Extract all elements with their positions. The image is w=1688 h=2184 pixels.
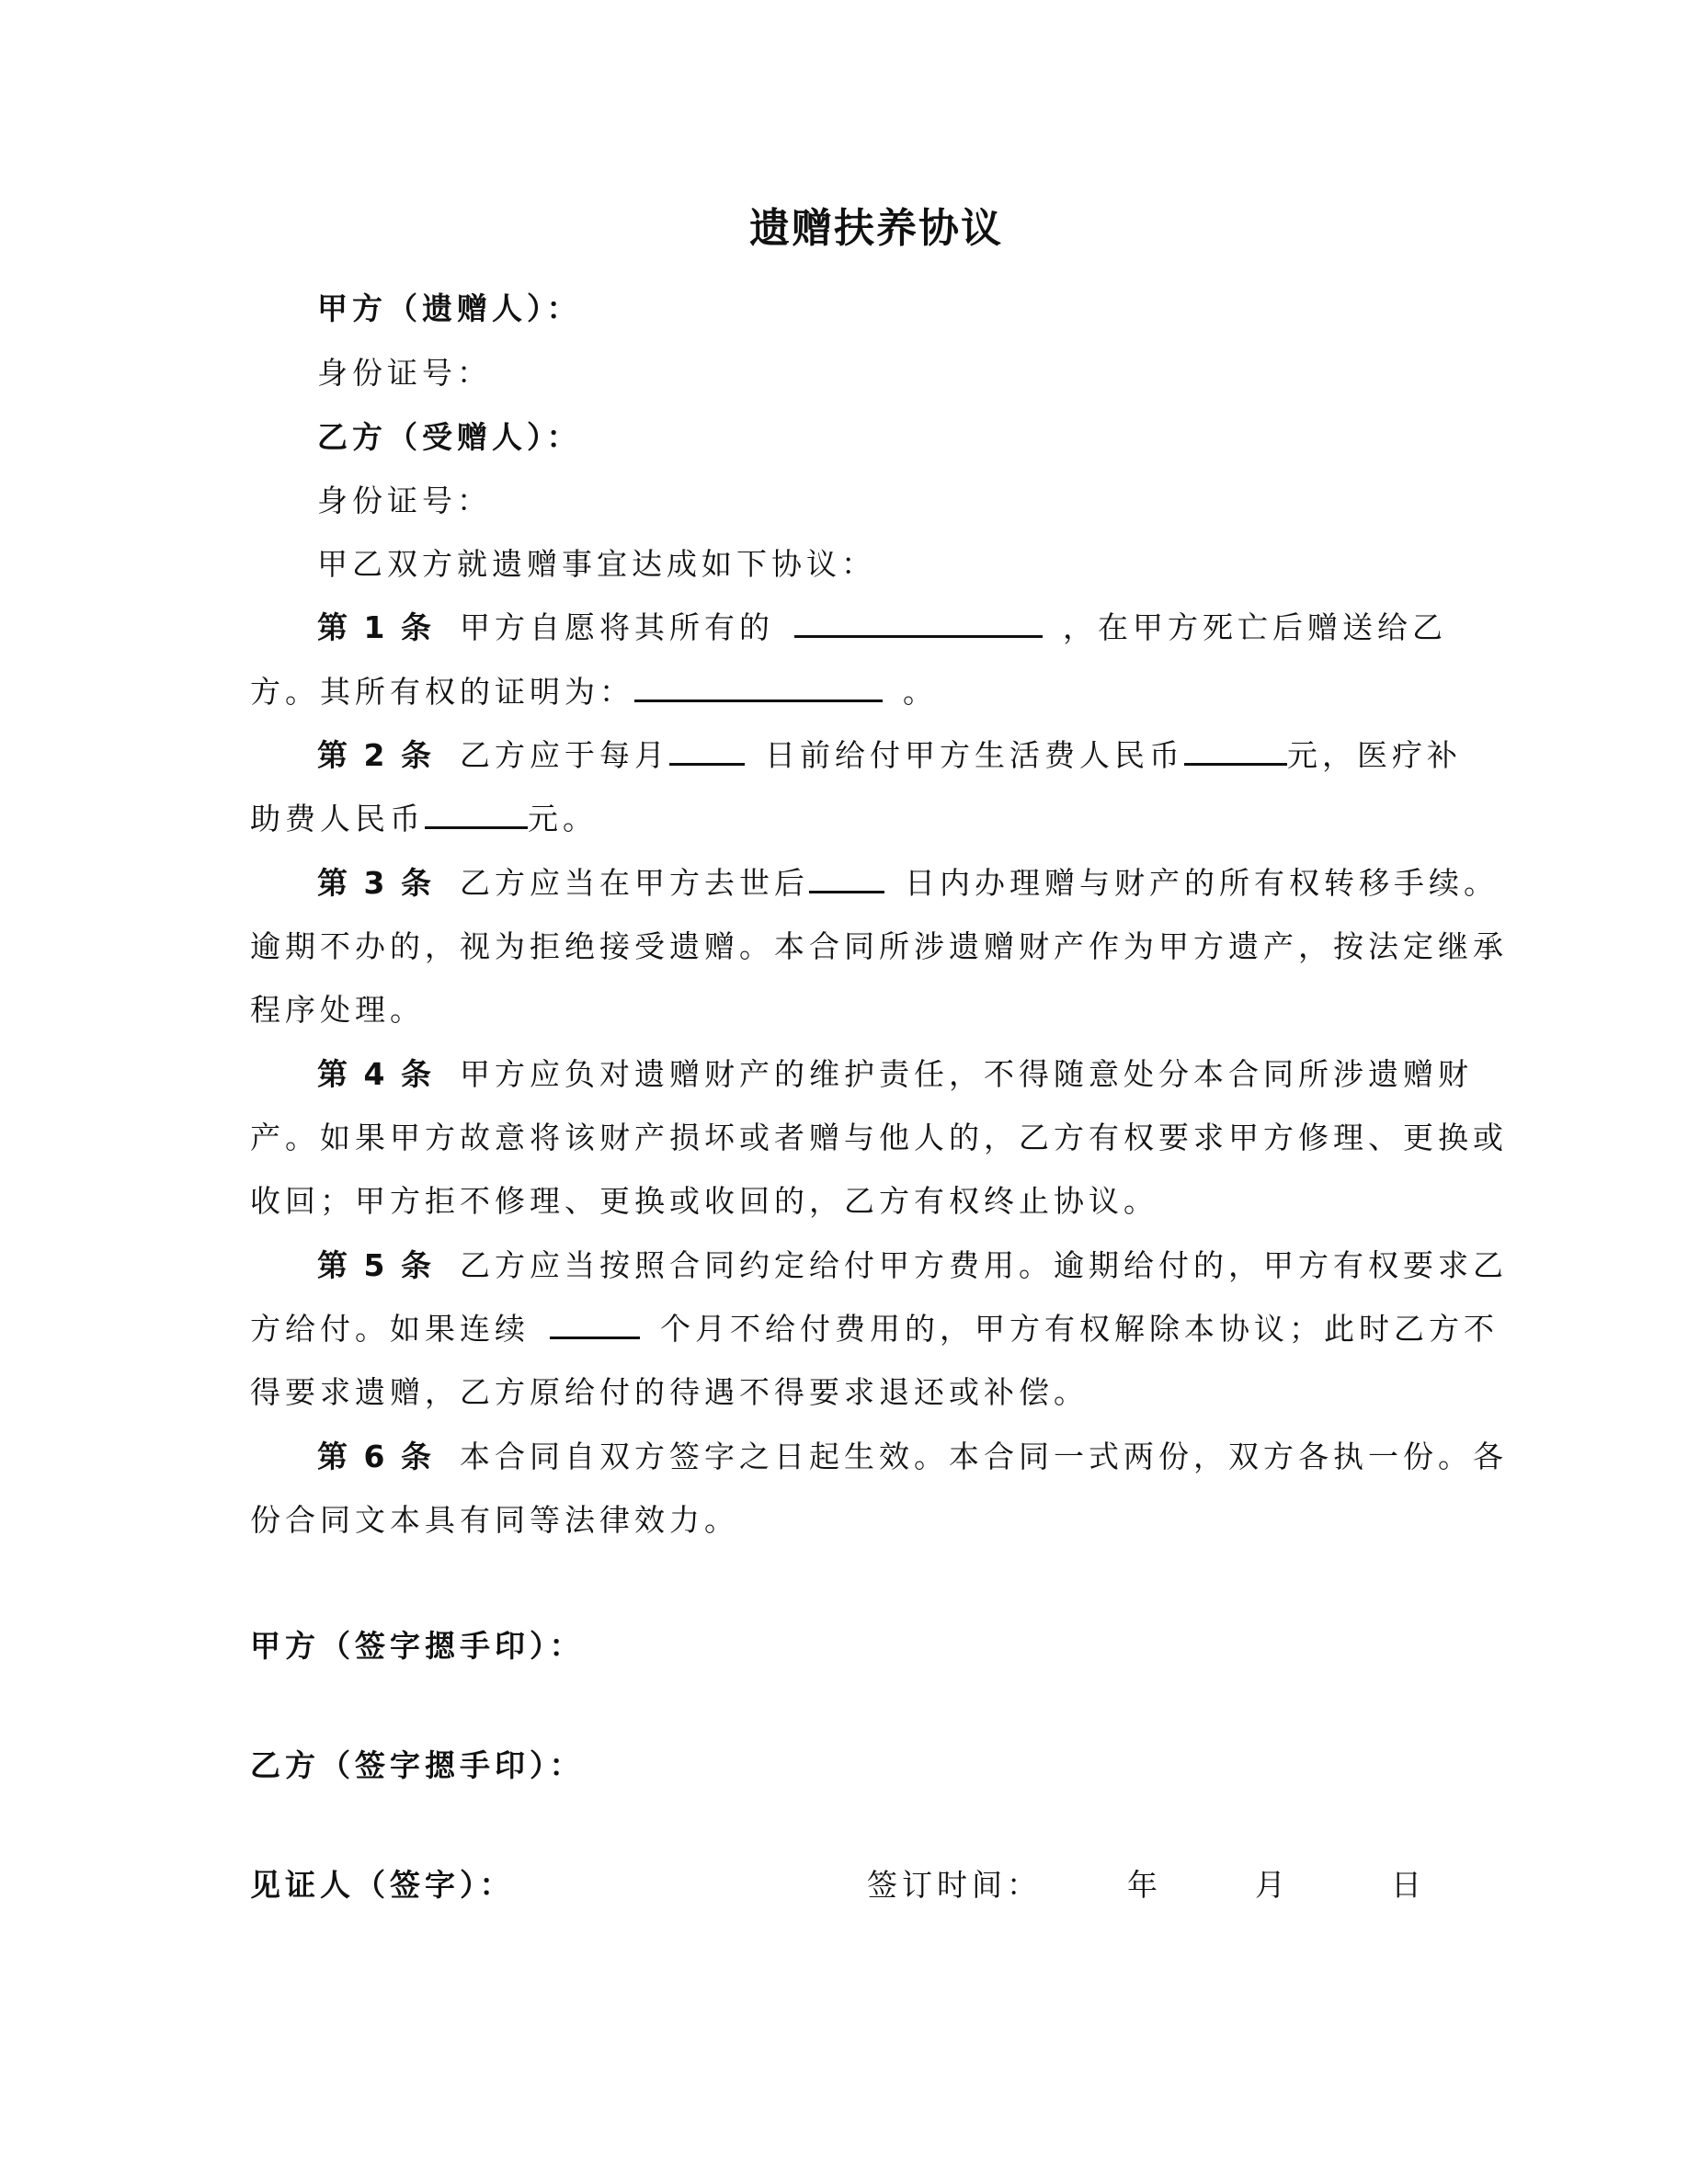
article-2-living-fee-blank [1184, 735, 1287, 766]
article-1-line-1 [317, 604, 1447, 647]
article-3-text-a: 乙方应当在甲方去世后 [459, 865, 809, 901]
document-title: 遗赠扶养协议 [749, 205, 1003, 252]
article-5-text-c: 个月不给付费用的，甲方有权解除本协议；此时乙方不 [660, 1311, 1499, 1347]
article-1-text-d: 。 [903, 674, 938, 710]
signing-date-label: 签订时间： [867, 1867, 1042, 1903]
article-6-text-a: 本合同自双方签字之日起生效。本合同一式两份，双方各执一份。各 [459, 1439, 1508, 1474]
party-b-id-label: 身份证号： [317, 483, 492, 518]
article-3-line-2: 逾期不办的，视为拒绝接受遗赠。本合同所涉遗赠财产作为甲方遗产，按法定继承 [250, 928, 1508, 964]
signing-date-month: 月 [1255, 1867, 1290, 1903]
article-2-text-e: 元。 [528, 801, 598, 836]
intro-text: 甲乙双方就遗赠事宜达成如下协议： [317, 546, 876, 582]
article-2-number: 第 2 条 [317, 737, 434, 773]
article-6-number: 第 6 条 [317, 1439, 434, 1474]
article-6-line-1 [317, 1433, 1508, 1476]
article-2-text-c: 元，医疗补 [1286, 737, 1462, 773]
article-3-text-b: 日内办理赠与财产的所有权转移手续。 [904, 865, 1499, 901]
article-2-text-a: 乙方应于每月 [459, 737, 669, 773]
article-4-line-3: 收回；甲方拒不修理、更换或收回的，乙方有权终止协议。 [250, 1183, 1158, 1219]
party-a-label: 甲方（遗赠人）： [317, 290, 582, 326]
party-b-signature-label: 乙方（签字摁手印）： [250, 1747, 585, 1783]
article-5-text-b: 方给付。如果连续 [250, 1311, 530, 1347]
article-3-line-1 [317, 859, 1499, 903]
party-a-id-label: 身份证号： [317, 355, 492, 391]
article-5-number: 第 5 条 [317, 1247, 434, 1283]
article-3-line-3: 程序处理。 [250, 992, 425, 1028]
signing-date-year: 年 [1127, 1867, 1162, 1903]
signing-date-day: 日 [1391, 1867, 1426, 1903]
article-5-months-blank [550, 1309, 640, 1339]
article-4-line-2: 产。如果甲方故意将该财产损坏或者赠与他人的，乙方有权要求甲方修理、更换或 [250, 1120, 1508, 1155]
article-2-text-d: 助费人民币 [250, 801, 425, 836]
article-2-line-1 [317, 732, 1462, 775]
article-5-line-1 [317, 1242, 1508, 1285]
article-1-text-a: 甲方自愿将其所有的 [459, 609, 774, 645]
article-3-days-blank [809, 863, 884, 893]
article-1-proof-blank [634, 672, 883, 702]
article-4-number: 第 4 条 [317, 1056, 434, 1092]
article-1-text-b: ，在甲方死亡后赠送给乙 [1062, 609, 1447, 645]
article-2-day-blank [669, 735, 745, 766]
article-2-text-b: 日前给付甲方生活费人民币 [764, 737, 1184, 773]
article-4-line-1 [317, 1051, 1473, 1094]
article-5-line-3: 得要求遗赠，乙方原给付的待遇不得要求退还或补偿。 [250, 1374, 1089, 1410]
article-1-number: 第 1 条 [317, 609, 434, 645]
article-2-medical-fee-blank [425, 799, 528, 829]
article-2-line-2 [250, 795, 598, 838]
article-1-property-blank [794, 608, 1043, 638]
article-5-line-2 [250, 1305, 1499, 1348]
article-1-line-2 [250, 668, 938, 711]
party-a-signature-label: 甲方（签字摁手印）： [250, 1628, 585, 1664]
party-b-label: 乙方（受赠人）： [317, 419, 582, 455]
article-4-text-a: 甲方应负对遗赠财产的维护责任，不得随意处分本合同所涉遗赠财 [459, 1056, 1473, 1092]
witness-signature-label: 见证人（签字）： [250, 1867, 515, 1903]
article-6-line-2: 份合同文本具有同等法律效力。 [250, 1502, 739, 1538]
article-3-number: 第 3 条 [317, 865, 434, 901]
article-5-text-a: 乙方应当按照合同约定给付甲方费用。逾期给付的，甲方有权要求乙 [459, 1247, 1508, 1283]
article-1-text-c: 方。其所有权的证明为： [250, 674, 634, 710]
